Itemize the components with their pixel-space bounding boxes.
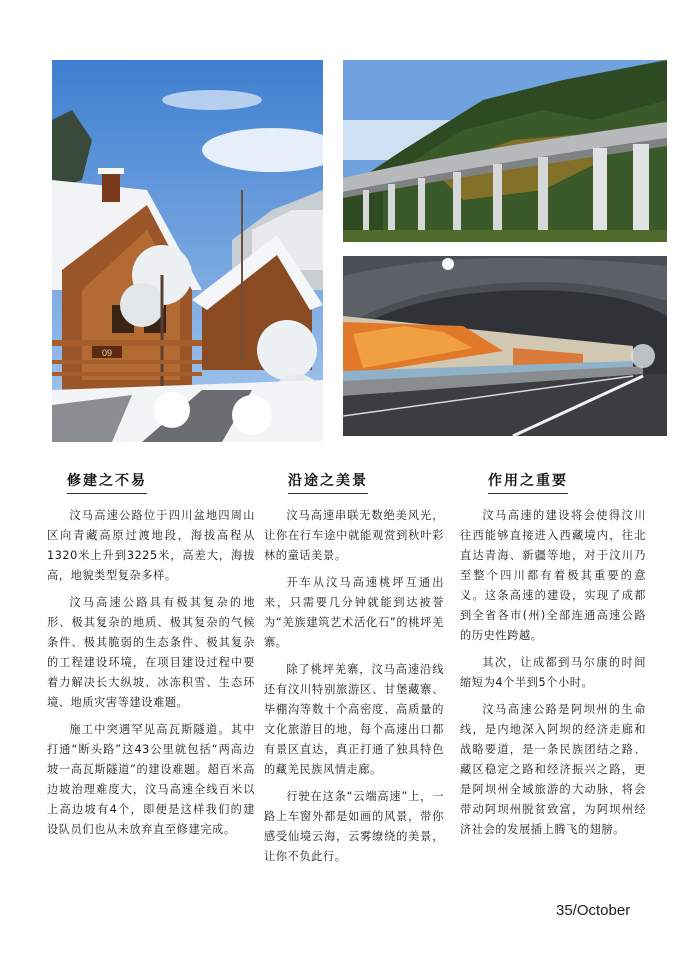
paragraph: 汶马高速公路位于四川盆地四周山区向青藏高原过渡地段，海拔高程从1320米上升到3225米，高差大，海拔高，地貌类型复杂多样。 [47,509,255,582]
paragraph: 汶马高速公路具有极其复杂的地形、极其复杂的地质、极其复杂的气候条件、极其脆弱的生态条件、极其复杂的工程建设环境，在项目建设过程中要着力解决长大纵坡、冰冻积雪、生态环境、地质灾害等建设难题。 [47,596,255,709]
section-scenery [264,470,444,874]
paragraph: 其次，让成都到马尔康的时间缩短为4个半到5个小时。 [460,656,646,689]
section-heading: 作用之重要 [488,470,568,494]
snowy-chalet-photo [52,60,323,442]
section-heading: 修建之不易 [67,470,147,494]
section-importance [460,470,646,847]
paragraph: 除了桃坪羌寨，汶马高速沿线还有汶川特别旅游区、甘堡藏寨、毕棚沟等数十个高密度、高质量的文化旅游目的地，每个高速出口都有景区直达，真正打通了独具特色的藏羌民族风情走廊。 [264,663,444,776]
paragraph: 行驶在这条“云端高速”上，一路上车窗外都是如画的风景，带你感受仙境云海，云雾缭绕的美景，让你不负此行。 [264,790,444,863]
page-number: 35/October [556,902,631,919]
section-construction [47,470,255,847]
section-heading: 沿途之美景 [288,470,368,494]
paragraph: 汶马高速串联无数绝美风光，让你在行车途中就能观赏到秋叶彩林的童话美景。 [264,509,444,562]
house-number-sign: 09 [101,348,113,358]
paragraph: 开车从汶马高速桃坪互通出来，只需要几分钟就能到达被誉为“羌族建筑艺术活化石”的桃坪羌寨。 [264,576,444,649]
viaduct-photo [343,60,667,242]
tunnel-photo [343,256,667,436]
paragraph: 施工中突遇罕见高瓦斯隧道。其中打通“断头路”这43公里就包括“两高边坡一高瓦斯隧道”的建设难题。超百米高边坡治理难度大，汶马高速全线百米以上高边坡有4个，即便是这样我们的建设队员们也从未放弃直至修建完成。 [47,723,255,836]
paragraph: 汶马高速的建设将会使得汶川往西能够直接进入西藏境内，往北直达青海、新疆等地，对于汶川乃至整个四川都有着极其重要的意义。这条高速的建设，实现了成都到全省各市(州)全部连通高速公路的历史性跨越。 [460,509,646,642]
paragraph: 汶马高速公路是阿坝州的生命线，是内地深入阿坝的经济走廊和战略要道，是一条民族团结之路、藏区稳定之路和经济振兴之路，更是阿坝州全域旅游的大动脉，将会带动阿坝州脱贫致富，为阿坝州经济社会的发展插上腾飞的翅膀。 [460,703,646,836]
